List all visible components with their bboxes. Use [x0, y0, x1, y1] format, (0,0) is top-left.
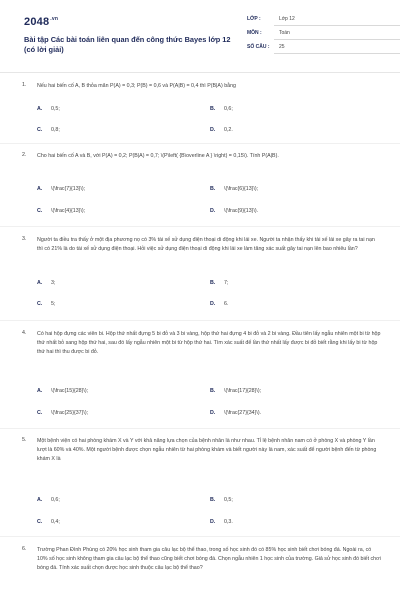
- info-divider: [274, 39, 400, 40]
- info-row-subject: [244, 30, 400, 41]
- option-a[interactable]: [37, 497, 60, 503]
- option-letter: D.: [210, 410, 216, 416]
- document-title: [24, 35, 244, 55]
- option-letter: A.: [37, 280, 43, 286]
- option-letter: A.: [37, 186, 43, 192]
- question-text: Nếu hai biến cố A, B thỏa mãn P(A) = 0,3; P(B) = 0,6 và P(A|B) = 0,4 thì P(B|A) bằng: [37, 83, 236, 89]
- site-logo[interactable]: [24, 16, 58, 28]
- question-divider: [0, 536, 400, 537]
- option-text: \(\frac{6}{13}\);: [224, 186, 259, 192]
- question-text: Trường Phan Đình Phùng có 20% học sinh tham gia câu lạc bộ thể thao, trong số học sinh đó có 85% học sinh biết chơi bóng đá. Ngoài ra, có 10% số học sinh không tham gia câu lạc bộ thể thao cũng biết chơi bóng đá. Chọn ngẫu nhiên 1 học sinh của trường. Giả sử học sinh đó biết chơi bóng đá. Tính xác suất chọn được học sinh thuộc câu lạc bộ thể thao?: [37, 547, 381, 572]
- option-text: \(\frac{17}{28}\);: [224, 388, 262, 394]
- option-letter: B.: [210, 280, 216, 286]
- info-value-class: Lớp 12: [279, 16, 295, 22]
- option-b[interactable]: [210, 186, 258, 192]
- option-letter: D.: [210, 519, 216, 525]
- option-letter: C.: [37, 410, 43, 416]
- option-letter: D.: [210, 127, 216, 133]
- info-label-class: LỚP :: [247, 16, 261, 22]
- option-text: \(\frac{27}{34}\).: [224, 410, 262, 416]
- option-text: 5;: [51, 301, 56, 307]
- question-divider: [0, 226, 400, 227]
- option-c[interactable]: [37, 410, 88, 416]
- info-row-count: [244, 44, 400, 55]
- question-divider: [0, 143, 400, 144]
- option-letter: C.: [37, 208, 43, 214]
- option-letter: C.: [37, 127, 43, 133]
- option-text: 0,2.: [224, 127, 233, 133]
- question-number: 6.: [22, 546, 27, 552]
- question-text: Người ta điều tra thấy ở một địa phương nọ có 3% tài xế sử dụng điện thoại di động khi lái xe. Người ta nhận thấy khi tài xế lái xe gây ra tai nạn thì có 21% là do tài xế sử dụng điện thoại. Hỏi việc sử dụng điện thoại di động khi lái xe làm tăng xác suất gây tai nạn lên bao nhiêu lần?: [37, 237, 375, 253]
- option-text: 3;: [51, 280, 56, 286]
- question-divider: [0, 428, 400, 429]
- option-text: \(\frac{4}{13}\);: [51, 208, 86, 214]
- question-text: Có hai hộp đựng các viên bi. Hộp thứ nhất đựng 5 bi đỏ và 3 bi vàng, hộp thứ hai đựng 4 bi đỏ và 2 bi vàng. Đầu tiên lấy ngẫu nhiên một bi từ hộp thứ nhất bỏ sang hộp thứ hai, sau đó lấy ngẫu nhiên một bi từ hộp thứ hai. Tìm xác suất để lần thứ nhất lấy được bi đỏ biết rằng khi lấy bi từ hộp thứ hai thì thu được bi đỏ.: [37, 331, 381, 356]
- option-text: 0,3.: [224, 519, 233, 525]
- option-b[interactable]: [210, 497, 233, 503]
- question-number: 2.: [22, 152, 27, 158]
- option-text: 7;: [224, 280, 229, 286]
- info-value-count: 25: [279, 44, 285, 50]
- option-text: \(\frac{7}{13}\);: [51, 186, 86, 192]
- option-d[interactable]: [210, 519, 233, 525]
- option-b[interactable]: [210, 280, 228, 286]
- option-d[interactable]: [210, 127, 233, 133]
- question-text: Một bệnh viện có hai phòng khám X và Y với khả năng lựa chọn của bệnh nhân là như nhau. Tỉ lệ bệnh nhân nam có ở phòng X và phòng Y lần lượt là 60% và 40%. Một người bệnh được chọn ngẫu nhiên từ hai phòng khám và biết người này là nam, xác suất để người bệnh đến từ phòng khám X là: [37, 438, 377, 463]
- question-number: 4.: [22, 330, 27, 336]
- option-d[interactable]: [210, 301, 228, 307]
- option-letter: D.: [210, 301, 216, 307]
- option-letter: C.: [37, 519, 43, 525]
- question-number: 3.: [22, 236, 27, 242]
- option-letter: B.: [210, 106, 216, 112]
- option-a[interactable]: [37, 280, 55, 286]
- option-text: 0,6;: [224, 106, 233, 112]
- option-text: 0,8;: [51, 127, 60, 133]
- option-text: 0,5;: [51, 106, 60, 112]
- question-text: Cho hai biến cố A và B, với P(A) = 0,2; P(B|A) = 0,7; \(P\left( {B\overline A } \right) = 0,15\). Tính P(A|B).: [37, 153, 279, 159]
- option-c[interactable]: [37, 127, 60, 133]
- info-value-subject: Toán: [279, 30, 290, 36]
- option-c[interactable]: [37, 208, 85, 214]
- option-letter: C.: [37, 301, 43, 307]
- option-text: 6.: [224, 301, 229, 307]
- info-divider: [274, 25, 400, 26]
- option-letter: A.: [37, 388, 43, 394]
- question-number: 5.: [22, 437, 27, 443]
- option-letter: B.: [210, 186, 216, 192]
- logo-suffix: .vn: [50, 16, 59, 22]
- option-d[interactable]: [210, 208, 258, 214]
- option-text: \(\frac{9}{13}\).: [224, 208, 259, 214]
- question-divider: [0, 320, 400, 321]
- option-text: 0,5;: [224, 497, 233, 503]
- option-text: 0,4;: [51, 519, 60, 525]
- option-text: 0,6;: [51, 497, 60, 503]
- page-header: [24, 16, 384, 66]
- info-row-class: [244, 16, 400, 27]
- option-d[interactable]: [210, 410, 261, 416]
- info-label-subject: MÔN :: [247, 30, 262, 36]
- logo-text: 2048: [24, 16, 50, 28]
- info-label-count: SỐ CÂU :: [247, 44, 270, 50]
- option-b[interactable]: [210, 388, 261, 394]
- question-number: 1.: [22, 82, 27, 88]
- option-a[interactable]: [37, 186, 85, 192]
- option-text: \(\frac{25}{37}\);: [51, 410, 89, 416]
- option-b[interactable]: [210, 106, 233, 112]
- option-c[interactable]: [37, 519, 60, 525]
- title-line-2: (có lời giải): [24, 45, 64, 54]
- option-a[interactable]: [37, 106, 60, 112]
- option-a[interactable]: [37, 388, 88, 394]
- option-letter: D.: [210, 208, 216, 214]
- title-line-1: Bài tập Các bài toán liên quan đến công thức Bayes lớp 12: [24, 35, 231, 44]
- option-letter: A.: [37, 497, 43, 503]
- option-c[interactable]: [37, 301, 55, 307]
- info-divider: [274, 53, 400, 54]
- option-letter: B.: [210, 388, 216, 394]
- option-letter: B.: [210, 497, 216, 503]
- option-text: \(\frac{15}{28}\);: [51, 388, 89, 394]
- header-divider: [0, 72, 400, 73]
- option-letter: A.: [37, 106, 43, 112]
